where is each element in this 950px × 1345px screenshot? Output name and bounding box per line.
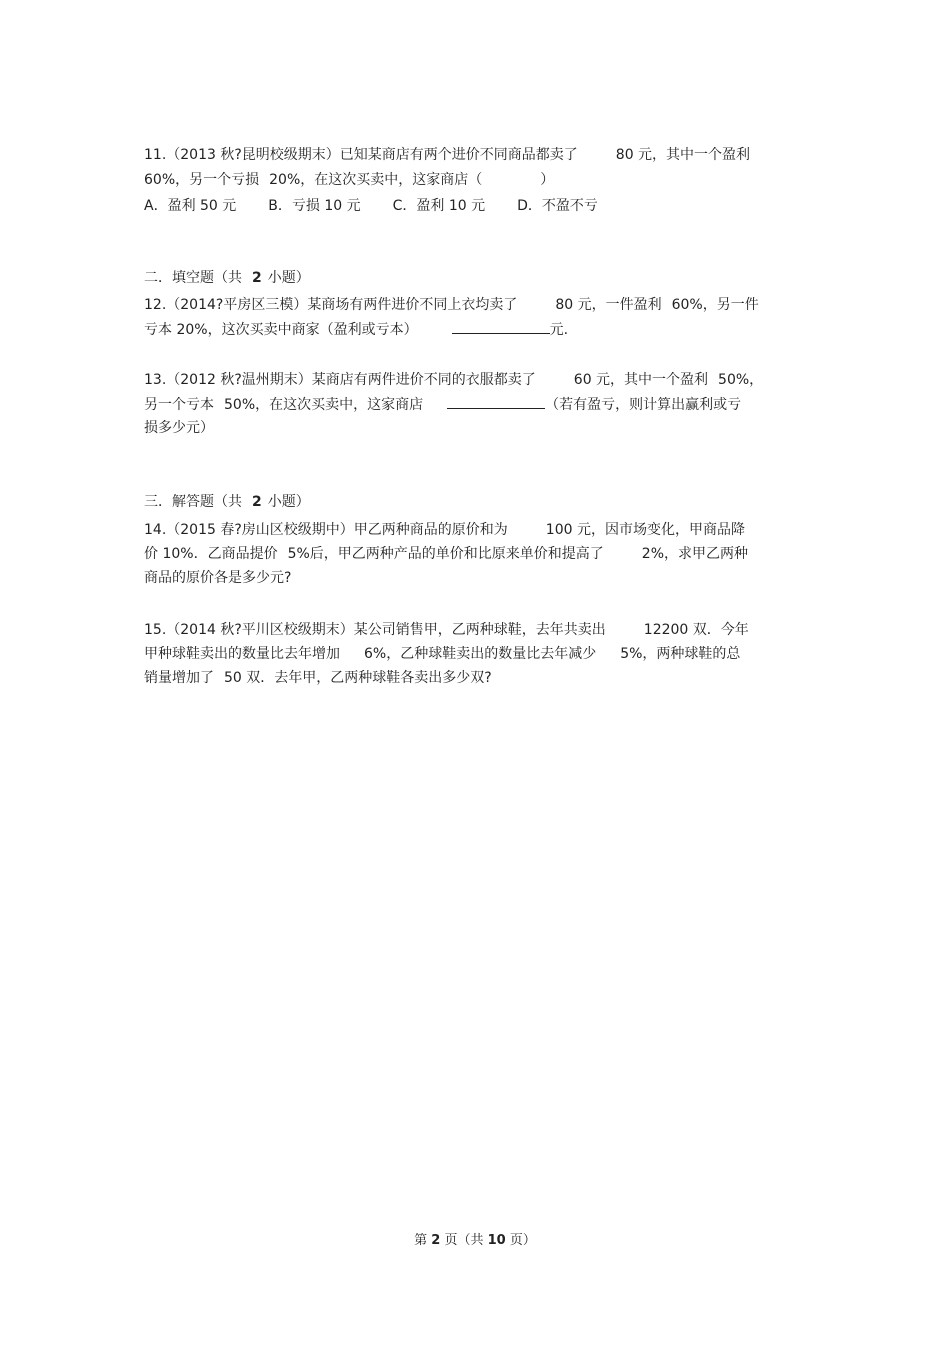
q13-line-1: 13.（2012 秋?温州期末）某商店有两件进价不同的衣服都卖了 60 元，其中一个盈利 50%， (144, 372, 764, 388)
q13-answer-blank[interactable] (447, 394, 545, 409)
q15-line-1: 15.（2014 秋?平川区校级期末）某公司销售甲，乙两种球鞋，去年共卖出 12200 双．今年 (144, 622, 749, 638)
q15-line-2: 甲种球鞋卖出的数量比去年增加 6%，乙种球鞋卖出的数量比去年减少 5%，两种球鞋的总 (144, 646, 741, 662)
q12-line-2: 亏本 20%，这次买卖中商家（盈利或亏本） 元. (144, 319, 568, 340)
q11-option-a: A．盈利 50 元 (144, 198, 237, 214)
q12-answer-blank[interactable] (452, 319, 550, 334)
section-3-heading: 三．解答题（共 2 小题） (144, 494, 310, 510)
q11-option-b: B．亏损 10 元 (268, 198, 361, 214)
q12-line-1: 12.（2014?平房区三模）某商场有两件进价不同上衣均卖了 80 元，一件盈利 60%，另一件 (144, 297, 759, 313)
section-2-heading: 二．填空题（共 2 小题） (144, 270, 310, 286)
q14-line-2: 价 10%．乙商品提价 5%后，甲乙两种产品的单价和比原来单价和提高了 2%，求甲乙两种 (144, 546, 749, 562)
q11-line-2: 60%，另一个亏损 20%，在这次买卖中，这家商店（ ） (144, 172, 555, 188)
q11-options (144, 196, 598, 216)
q15-line-3: 销量增加了 50 双．去年甲，乙两种球鞋各卖出多少双? (144, 670, 492, 686)
q11-option-c: C．盈利 10 元 (392, 198, 486, 214)
q14-line-3: 商品的原价各是多少元? (144, 570, 292, 586)
q11-option-d: D．不盈不亏 (517, 198, 598, 214)
q13-line-2: 另一个亏本 50%，在这次买卖中，这家商店 （若有盈亏，则计算出赢利或亏 (144, 394, 741, 415)
q14-line-1: 14.（2015 春?房山区校级期中）甲乙两种商品的原价和为 100 元，因市场变化，甲商品降 (144, 522, 745, 538)
page-footer: 第 2 页（共 10 页） (414, 1233, 536, 1248)
q13-line-3: 损多少元） (144, 420, 214, 436)
q11-line-1: 11.（2013 秋?昆明校级期末）已知某商店有两个进价不同商品都卖了 80 元，其中一个盈利 (144, 147, 751, 163)
